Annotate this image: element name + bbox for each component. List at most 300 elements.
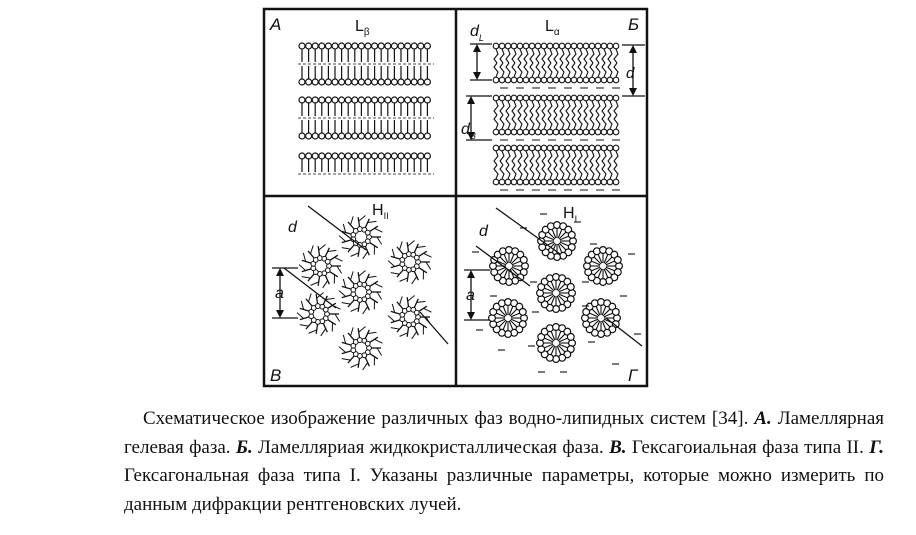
lipid-tail	[608, 49, 612, 63]
lipid-head	[613, 179, 619, 185]
lipid-head	[365, 79, 371, 85]
caption-v-text: Гексагоиальная фаза типа II.	[631, 436, 864, 458]
lipid-tail	[400, 333, 408, 337]
lipid-head	[325, 97, 331, 103]
lipid-head	[523, 129, 529, 135]
lipid-tail	[614, 49, 618, 63]
lipid-head	[607, 77, 613, 83]
lipid-head	[577, 77, 583, 83]
lipid-tail	[584, 165, 588, 179]
lipid-tail	[590, 101, 594, 115]
lipid-head	[299, 97, 305, 103]
lipid-head	[565, 145, 571, 151]
caption-g-letter: Г.	[869, 436, 885, 458]
lipid-head	[365, 97, 371, 103]
lipid-head	[529, 77, 535, 83]
lipid-head	[589, 43, 595, 49]
lipid-tail	[311, 245, 314, 253]
lipid-tail	[368, 332, 377, 333]
lipid-tail	[500, 101, 504, 115]
lipid-head	[571, 43, 577, 49]
lipid-tail	[412, 277, 417, 284]
lipid-head	[372, 79, 378, 85]
lipid-head	[517, 43, 523, 49]
lipid-head	[613, 129, 619, 135]
lipid-head	[352, 97, 358, 103]
lipid-tail	[351, 327, 354, 335]
lipid-head	[520, 256, 527, 263]
lipid-tail	[608, 151, 612, 165]
lipid-tail	[560, 49, 564, 63]
lipid-head	[411, 79, 417, 85]
lipid-tail	[301, 301, 303, 310]
lipid-tail	[342, 303, 351, 304]
lipid-head	[559, 43, 565, 49]
lipid-tail	[566, 151, 570, 165]
lipid-tail	[299, 265, 306, 271]
lipid-tail	[566, 165, 570, 179]
lipid-head	[523, 77, 529, 83]
lipid-tail	[518, 115, 522, 129]
lipid-head	[529, 179, 535, 185]
lipid-tail	[506, 63, 510, 77]
lipid-head	[372, 133, 378, 139]
lipid-head	[391, 97, 397, 103]
lipid-tail	[506, 101, 510, 115]
panel-v-letter: В	[270, 366, 282, 385]
lipid-head	[345, 153, 351, 159]
lipid-head	[345, 133, 351, 139]
phase-label-lalpha: $L_\alpha$	[545, 18, 560, 38]
lipid-head	[583, 43, 589, 49]
lipid-head	[378, 153, 384, 159]
lipid-head	[378, 79, 384, 85]
liquid-crystal-bilayers	[493, 43, 620, 190]
lipid-tail	[548, 63, 552, 77]
lipid-tail	[584, 49, 588, 63]
lipid-tail	[578, 49, 582, 63]
phase-label-lbeta: $L_\beta$	[355, 18, 370, 38]
lipid-head	[595, 77, 601, 83]
lipid-head	[601, 95, 607, 101]
lipid-head	[595, 43, 601, 49]
lipid-head	[541, 145, 547, 151]
lipid-head	[505, 43, 511, 49]
lipid-tail	[319, 244, 326, 250]
lipid-head	[312, 79, 318, 85]
lipid-tail	[342, 359, 351, 360]
lipid-tail	[392, 304, 394, 313]
lipid-tail	[374, 283, 382, 287]
lipid-head	[418, 97, 424, 103]
lipid-head	[345, 97, 351, 103]
lipid-tail	[602, 63, 606, 77]
lipid-head	[424, 79, 430, 85]
lipid-head	[523, 145, 529, 151]
lipid-tail	[412, 332, 417, 339]
water-core	[406, 258, 414, 266]
lipid-head	[391, 133, 397, 139]
lipid-tail	[590, 151, 594, 165]
lipid-tail	[608, 165, 612, 179]
lipid-head	[339, 97, 345, 103]
lipid-tail	[572, 101, 576, 115]
lipid-head	[577, 179, 583, 185]
lipid-tail	[368, 276, 377, 277]
lipid-head	[535, 129, 541, 135]
lipid-head	[424, 133, 430, 139]
lipid-tail	[339, 291, 346, 297]
lipid-tail	[343, 279, 345, 288]
lipid-tail	[536, 63, 540, 77]
lipid-head	[559, 145, 565, 151]
lipid-tail	[343, 224, 345, 233]
lipid-tail	[530, 115, 534, 129]
water-core	[357, 288, 365, 296]
lipid-head	[339, 133, 345, 139]
lipid-head	[547, 145, 553, 151]
lipid-head	[517, 145, 523, 151]
lipid-head	[511, 179, 517, 185]
lipid-tail	[596, 115, 600, 129]
lipid-head	[517, 95, 523, 101]
lipid-head	[607, 145, 613, 151]
lipid-head	[398, 97, 404, 103]
lipid-tail	[584, 101, 588, 115]
lipid-head	[567, 333, 574, 340]
lipid-head	[565, 129, 571, 135]
lipid-tail	[608, 63, 612, 77]
lipid-head	[414, 255, 419, 260]
lipid-head	[589, 129, 595, 135]
lipid-tail	[524, 115, 528, 129]
lipid-tail	[530, 165, 534, 179]
lipid-tail	[377, 292, 382, 300]
lipid-tail	[351, 216, 354, 224]
lipid-tail	[512, 63, 516, 77]
lipid-tail	[339, 236, 346, 242]
lipid-head	[499, 145, 505, 151]
lipid-head	[535, 179, 541, 185]
lipid-tail	[426, 262, 431, 270]
lipid-head	[577, 129, 583, 135]
lipid-head	[541, 43, 547, 49]
lipid-head	[398, 79, 404, 85]
lipid-tail	[311, 282, 319, 286]
lipid-tail	[578, 115, 582, 129]
lipid-head	[511, 95, 517, 101]
lipid-tail	[417, 246, 426, 247]
lipid-head	[365, 341, 370, 346]
lipid-head	[553, 43, 559, 49]
lipid-head	[589, 179, 595, 185]
lipid-tail	[494, 165, 498, 179]
lipid-tail	[363, 307, 368, 314]
lipid-tail	[536, 115, 540, 129]
lipid-tail	[392, 249, 394, 258]
lipid-head	[325, 259, 330, 264]
lipid-tail	[494, 115, 498, 129]
dimension-arrowheads-hex	[276, 268, 475, 320]
lipid-head	[365, 133, 371, 139]
lipid-head	[541, 129, 547, 135]
lipid-head	[398, 43, 404, 49]
lipid-head	[493, 129, 499, 135]
lipid-tail	[377, 237, 382, 245]
lipid-tail	[554, 115, 558, 129]
lipid-head	[312, 43, 318, 49]
lipid-head	[312, 153, 318, 159]
lipid-tail	[388, 261, 395, 267]
lipid-tail	[351, 271, 354, 279]
caption-g-text: Гексагональная фаза типа I. Указаны различные параметры, которые можно измерить по данным дифракции рентгеновских лучей.	[124, 465, 884, 515]
param-dL: $d_L$	[470, 23, 484, 43]
lipid-head	[325, 153, 331, 159]
caption-a-text: Ламеллярная гелевая фаза.	[124, 408, 885, 458]
lipid-head	[352, 79, 358, 85]
lipid-head	[559, 179, 565, 185]
lipid-tail	[302, 277, 311, 278]
lipid-head	[565, 95, 571, 101]
lipid-head	[378, 133, 384, 139]
caption-b-letter: Б.	[235, 436, 253, 458]
lipid-head	[529, 43, 535, 49]
lipid-tail	[351, 364, 359, 368]
panel-a-letter: А	[270, 15, 282, 34]
lipid-head	[535, 145, 541, 151]
water-core	[317, 262, 325, 270]
lipid-head	[577, 145, 583, 151]
lipid-tail	[303, 253, 305, 262]
lipid-tail	[363, 252, 368, 259]
lipid-head	[372, 153, 378, 159]
lipid-tail	[572, 49, 576, 63]
lipid-tail	[590, 115, 594, 129]
lipid-head	[607, 43, 613, 49]
lipid-head	[613, 95, 619, 101]
lipid-head	[493, 77, 499, 83]
lipid-head	[583, 77, 589, 83]
lipid-tail	[596, 165, 600, 179]
lipid-head	[547, 179, 553, 185]
lipid-tail	[584, 63, 588, 77]
lipid-head	[332, 79, 338, 85]
lipid-head	[535, 77, 541, 83]
lipid-head	[398, 153, 404, 159]
lipid-head	[405, 97, 411, 103]
lipid-tail	[342, 248, 351, 249]
lipid-head	[424, 43, 430, 49]
lipid-head	[385, 79, 391, 85]
lipid-head	[411, 153, 417, 159]
lipid-head	[553, 77, 559, 83]
phase-label-hII: $H_{II}$	[372, 202, 389, 221]
lipid-head	[499, 129, 505, 135]
lipid-head	[607, 95, 613, 101]
lipid-tail	[584, 115, 588, 129]
lipid-tail	[590, 63, 594, 77]
lipid-tail	[542, 115, 546, 129]
lipid-tail	[494, 49, 498, 63]
lipid-tail	[572, 115, 576, 129]
lipid-tail	[359, 326, 366, 332]
lipid-head	[319, 97, 325, 103]
lipid-tail	[614, 115, 618, 129]
lipid-head	[332, 133, 338, 139]
lipid-head	[535, 95, 541, 101]
lipid-head	[601, 145, 607, 151]
lipid-head	[547, 43, 553, 49]
lipid-head	[571, 179, 577, 185]
lipid-tail	[388, 316, 395, 322]
lipid-tail	[500, 115, 504, 129]
lipid-tail	[359, 215, 366, 221]
lipid-head	[571, 95, 577, 101]
lipid-head	[332, 97, 338, 103]
inverted-hexagonal-micelles	[297, 215, 431, 369]
lipid-head	[583, 129, 589, 135]
lipid-head	[358, 79, 364, 85]
lipid-tail	[524, 63, 528, 77]
lipid-head	[565, 179, 571, 185]
lipid-head	[613, 77, 619, 83]
lipid-tail	[512, 165, 516, 179]
lipid-head	[418, 79, 424, 85]
lipid-tail	[560, 151, 564, 165]
param-dB: $d_B$	[461, 121, 476, 141]
lipid-tail	[408, 295, 415, 301]
lipid-tail	[578, 101, 582, 115]
lipid-tail	[536, 49, 540, 63]
lipid-tail	[524, 101, 528, 115]
lipid-head	[493, 43, 499, 49]
lipid-tail	[578, 63, 582, 77]
lipid-tail	[423, 253, 431, 257]
lipid-tail	[584, 151, 588, 165]
lipid-head	[553, 95, 559, 101]
caption-b-text: Ламелляриая жидкокристаллическая фаза.	[258, 436, 604, 458]
lipid-head	[559, 77, 565, 83]
lipid-head	[358, 97, 364, 103]
lipid-tail	[560, 165, 564, 179]
lipid-tail	[343, 335, 345, 344]
lipid-tail	[602, 101, 606, 115]
lipid-tail	[566, 63, 570, 77]
lipid-tail	[602, 151, 606, 165]
lipid-head	[339, 153, 345, 159]
lipid-head	[424, 97, 430, 103]
lipid-head	[601, 179, 607, 185]
figure-caption	[124, 405, 884, 519]
water-core	[315, 310, 323, 318]
lipid-head	[306, 79, 312, 85]
lipid-head	[332, 153, 338, 159]
lipid-tail	[548, 115, 552, 129]
lipid-tail	[536, 151, 540, 165]
lipid-tail	[377, 348, 382, 356]
lipid-head	[306, 97, 312, 103]
lipid-head	[577, 43, 583, 49]
lipid-head	[511, 43, 517, 49]
lipid-head	[595, 95, 601, 101]
lipid-head	[319, 43, 325, 49]
lipid-head	[523, 43, 529, 49]
lipid-head	[547, 77, 553, 83]
param-d-hexI: d	[479, 223, 488, 240]
lipid-tail	[542, 151, 546, 165]
lipid-tail	[297, 313, 304, 319]
lipid-tail	[391, 273, 400, 274]
lipid-tail	[351, 253, 359, 257]
lipid-head	[553, 179, 559, 185]
lipid-tail	[339, 347, 346, 353]
lipid-head	[613, 43, 619, 49]
lipid-tail	[536, 165, 540, 179]
lipid-head	[571, 145, 577, 151]
lipid-head	[499, 179, 505, 185]
lipid-tail	[518, 165, 522, 179]
lipid-head	[378, 43, 384, 49]
lipid-head	[398, 133, 404, 139]
lipid-head	[601, 77, 607, 83]
lipid-tail	[572, 151, 576, 165]
lipid-head	[541, 179, 547, 185]
lipid-tail	[596, 49, 600, 63]
lipid-tail	[408, 240, 415, 246]
lipid-head	[365, 285, 370, 290]
lipid-tail	[548, 165, 552, 179]
lipid-head	[529, 145, 535, 151]
lipid-head	[306, 43, 312, 49]
lipid-head	[391, 79, 397, 85]
lipid-head	[323, 307, 328, 312]
lipid-tail	[596, 101, 600, 115]
lipid-head	[499, 95, 505, 101]
lipid-tail	[518, 49, 522, 63]
lipid-tail	[423, 308, 431, 312]
lipid-head	[565, 43, 571, 49]
lipid-tail	[494, 151, 498, 165]
lipid-head	[319, 153, 325, 159]
water-core	[357, 233, 365, 241]
lipid-tail	[530, 63, 534, 77]
lipid-tail	[614, 165, 618, 179]
lipid-head	[583, 95, 589, 101]
lipid-tail	[300, 325, 309, 326]
lipid-tail	[512, 151, 516, 165]
lipid-head	[493, 179, 499, 185]
lipid-head	[299, 79, 305, 85]
lipid-head	[339, 43, 345, 49]
lipid-head	[589, 95, 595, 101]
lipid-head	[493, 145, 499, 151]
lipid-head	[299, 43, 305, 49]
lipid-head	[319, 133, 325, 139]
lipid-tail	[578, 151, 582, 165]
lipid-tail	[596, 151, 600, 165]
lipid-head	[345, 43, 351, 49]
caption-a-letter: А.	[754, 408, 772, 429]
lipid-tail	[363, 363, 368, 370]
lipid-head	[571, 77, 577, 83]
lipid-head	[332, 43, 338, 49]
lipid-tail	[572, 165, 576, 179]
lipid-tail	[554, 49, 558, 63]
lipid-head	[529, 95, 535, 101]
lipid-head	[372, 97, 378, 103]
lipid-tail	[602, 49, 606, 63]
lipid-head	[607, 179, 613, 185]
